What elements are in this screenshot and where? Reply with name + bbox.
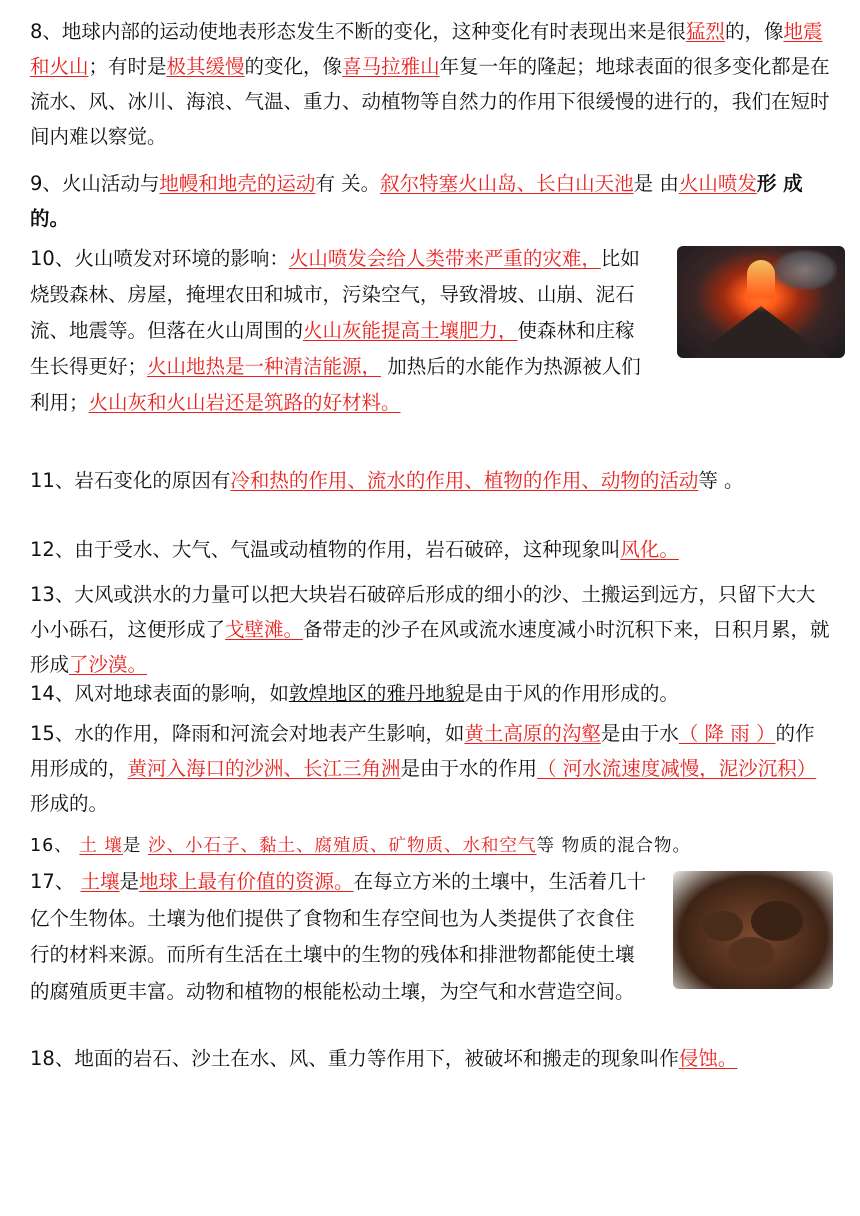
text-run: 是 由 [633,172,679,195]
answer-text: 沙、小石子、黏土、腐殖质、矿物质、水和空气 [148,836,537,856]
item-17 [30,864,652,1010]
answer-text: 极其缓慢 [166,55,245,78]
answer-text: 戈壁滩。 [225,618,304,641]
text-run: 加热后的水能作为热源被人们利用； [30,355,641,414]
text-run: ；有时是 [88,55,167,78]
item-14 [30,676,830,711]
text-run: 的作用形成的， [30,722,815,780]
text-run: 等 。 [698,469,744,492]
text-run: 备带走的沙子在风或流水速度减小时沉积下来，日积月累，就形成 [30,618,830,676]
text-run: 是由于水的作用 [400,757,538,780]
text-run: 是由于风的作用形成的。 [464,682,679,705]
text-run: 有 关。 [315,172,381,195]
text-run: 的，像 [724,20,784,43]
answer-text: 火山灰和火山岩还是筑路的好材料。 [88,391,401,414]
text-run: 8、地球内部的运动使地表形态发生不断的变化，这种变化有时表现出来是很 [30,20,686,43]
answer-text: 风化。 [620,538,679,561]
text-run: 在每立方米的土壤中，生活着几十亿个生物体。土壤为他们提供了食物和生存空间也为人类提供了衣食住行的材料来源。而所有生活在土壤中的生物的残体和排泄物都能使土壤的腐殖质更丰富。动物和植物的根能松动土壤，为空气和水营造空间。 [30,870,647,1003]
answer-text: 喜马拉雅山 [342,55,440,78]
answer-text: 地球上最有价值的资源。 [139,870,354,893]
answer-text: 黄河入海口的沙洲、长江三角洲 [127,757,401,780]
text-run: 形成的。 [30,792,109,815]
volcano-image [677,246,845,358]
answer-text: 火山喷发 [678,172,757,195]
answer-text: （ 降 雨 ） [678,722,776,745]
answer-text: 黄土高原的沟壑 [464,722,601,745]
text-run: 10、火山喷发对环境的影响： [30,247,289,270]
text-run: 18、地面的岩石、沙土在水、风、重力等作用下，被破坏和搬走的现象叫作 [30,1047,679,1070]
item-16 [30,829,830,864]
item-11 [30,463,830,498]
text-run: 是 [119,870,140,893]
item-15 [30,716,830,821]
text-run: 16、 [30,836,80,856]
answer-text: 火山地热是一种清洁能源， [147,355,382,378]
answer-text: 土壤 [80,870,120,893]
answer-text: 了沙漠。 [69,653,148,676]
text-run: 13、大风或洪水的力量可以把大块岩石破碎后形成的细小的沙、土搬运到远方，只留下大大小小砾石，这便形成了 [30,583,816,641]
answer-text: （ 河水流速度减慢，泥沙沉积） [537,757,817,780]
answer-text: 叙尔特塞火山岛、长白山天池 [380,172,634,195]
text-run: 使森林和庄稼生长得更好； [30,319,635,378]
answer-text: 侵蚀。 [678,1047,738,1070]
answer-text: 冷和热的作用、流水的作用、植物的作用、动物的活动 [230,469,699,492]
answer-text: 地震和火山 [30,20,823,78]
answer-text: 土 壤 [79,836,123,856]
text-run: 12、由于受水、大气、气温或动植物的作用，岩石破碎，这种现象叫 [30,538,621,561]
answer-text: 火山灰能提高土壤肥力， [303,319,518,342]
text-run: 年复一年的隆起；地球表面的很多变化都是在流水、风、冰川、海浪、气温、重力、动植物等自然力的作用下很缓慢的进行的，我们在短时间内难以察觉。 [30,55,830,148]
soil-image [673,871,833,989]
text-run: 是由于水 [600,722,679,745]
text-run: 等 物质的混合物。 [536,836,692,856]
text-run: 是 [122,836,148,856]
text-run: 14、风对地球表面的影响，如 [30,682,289,705]
answer-text: 地幔和地壳的运动 [159,172,316,195]
text-run: 9、火山活动与 [30,172,160,195]
text-run: 比如烧毁森林、房屋，掩埋农田和城市，污染空气，导致滑坡、山崩、泥石流、地震等。但落在火山周围的 [30,247,640,342]
text-run: 15、水的作用，降雨和河流会对地表产生影响，如 [30,722,465,745]
text-run: 形 成 的。 [30,172,803,230]
item-9 [30,166,830,236]
item-13 [30,577,830,682]
answer-text: 猛烈 [685,20,725,43]
text-run: 敦煌地区的雅丹地貌 [288,682,465,705]
text-run: 的变化，像 [244,55,343,78]
item-18 [30,1041,830,1076]
item-12 [30,532,830,567]
item-10 [30,241,652,421]
text-run: 11、岩石变化的原因有 [30,469,231,492]
text-run: 17、 [30,870,81,893]
item-8 [30,14,830,154]
answer-text: 火山喷发会给人类带来严重的灾难， [288,247,601,270]
